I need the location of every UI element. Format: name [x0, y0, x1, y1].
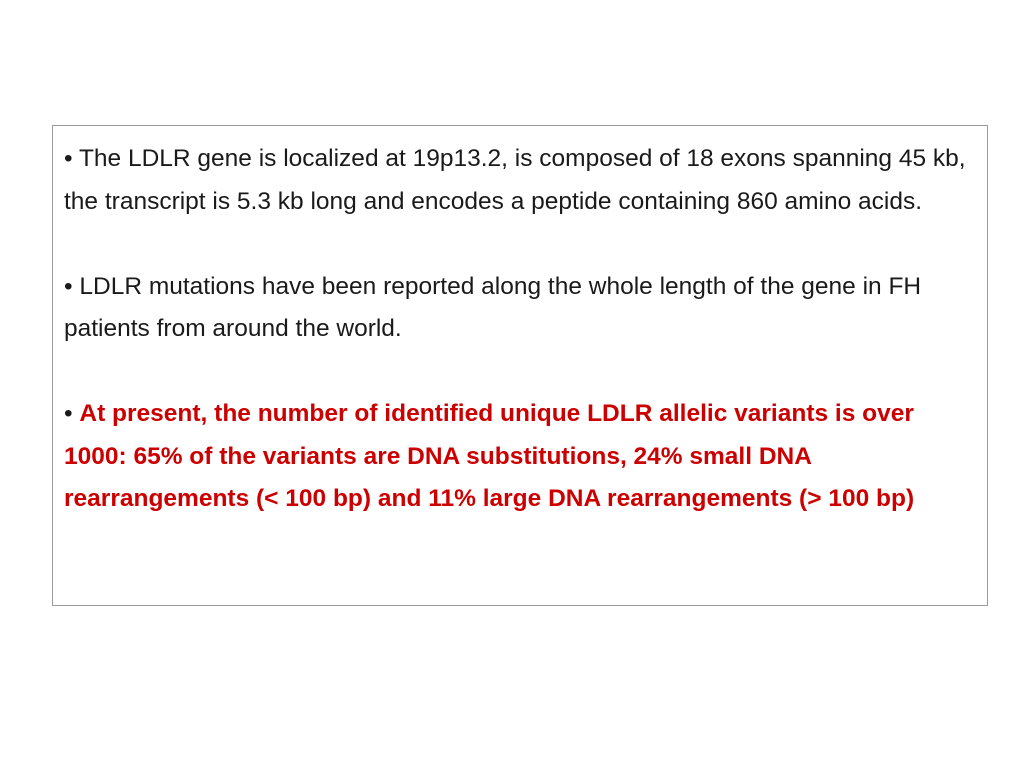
bullet: •: [64, 145, 73, 172]
bullet: •: [64, 400, 73, 427]
paragraph-text: LDLR mutations have been reported along the whole length of the gene in FH patients from around the world.: [64, 272, 922, 342]
paragraph-ldlr-mutations: [64, 266, 979, 351]
content-text-box: [52, 125, 988, 606]
highlighted-text: At present, the number of identified unique LDLR allelic variants is over 1000: 65% of the variants are DNA substitutions, 24% small DNA rearrangements (< 100 bp) and 11% large DNA rearrangements (> 100 bp): [64, 400, 915, 512]
paragraph-spacer: [64, 351, 979, 394]
paragraph-ldlr-gene-structure: [64, 138, 979, 223]
bullet: •: [64, 272, 73, 300]
paragraph-text: The LDLR gene is localized at 19p13.2, is composed of 18 exons spanning 45 kb, the transcript is 5.3 kb long and encodes a peptide containing 860 amino acids.: [64, 145, 966, 215]
paragraph-spacer: [64, 223, 979, 266]
paragraph-allelic-variants: [64, 393, 979, 521]
